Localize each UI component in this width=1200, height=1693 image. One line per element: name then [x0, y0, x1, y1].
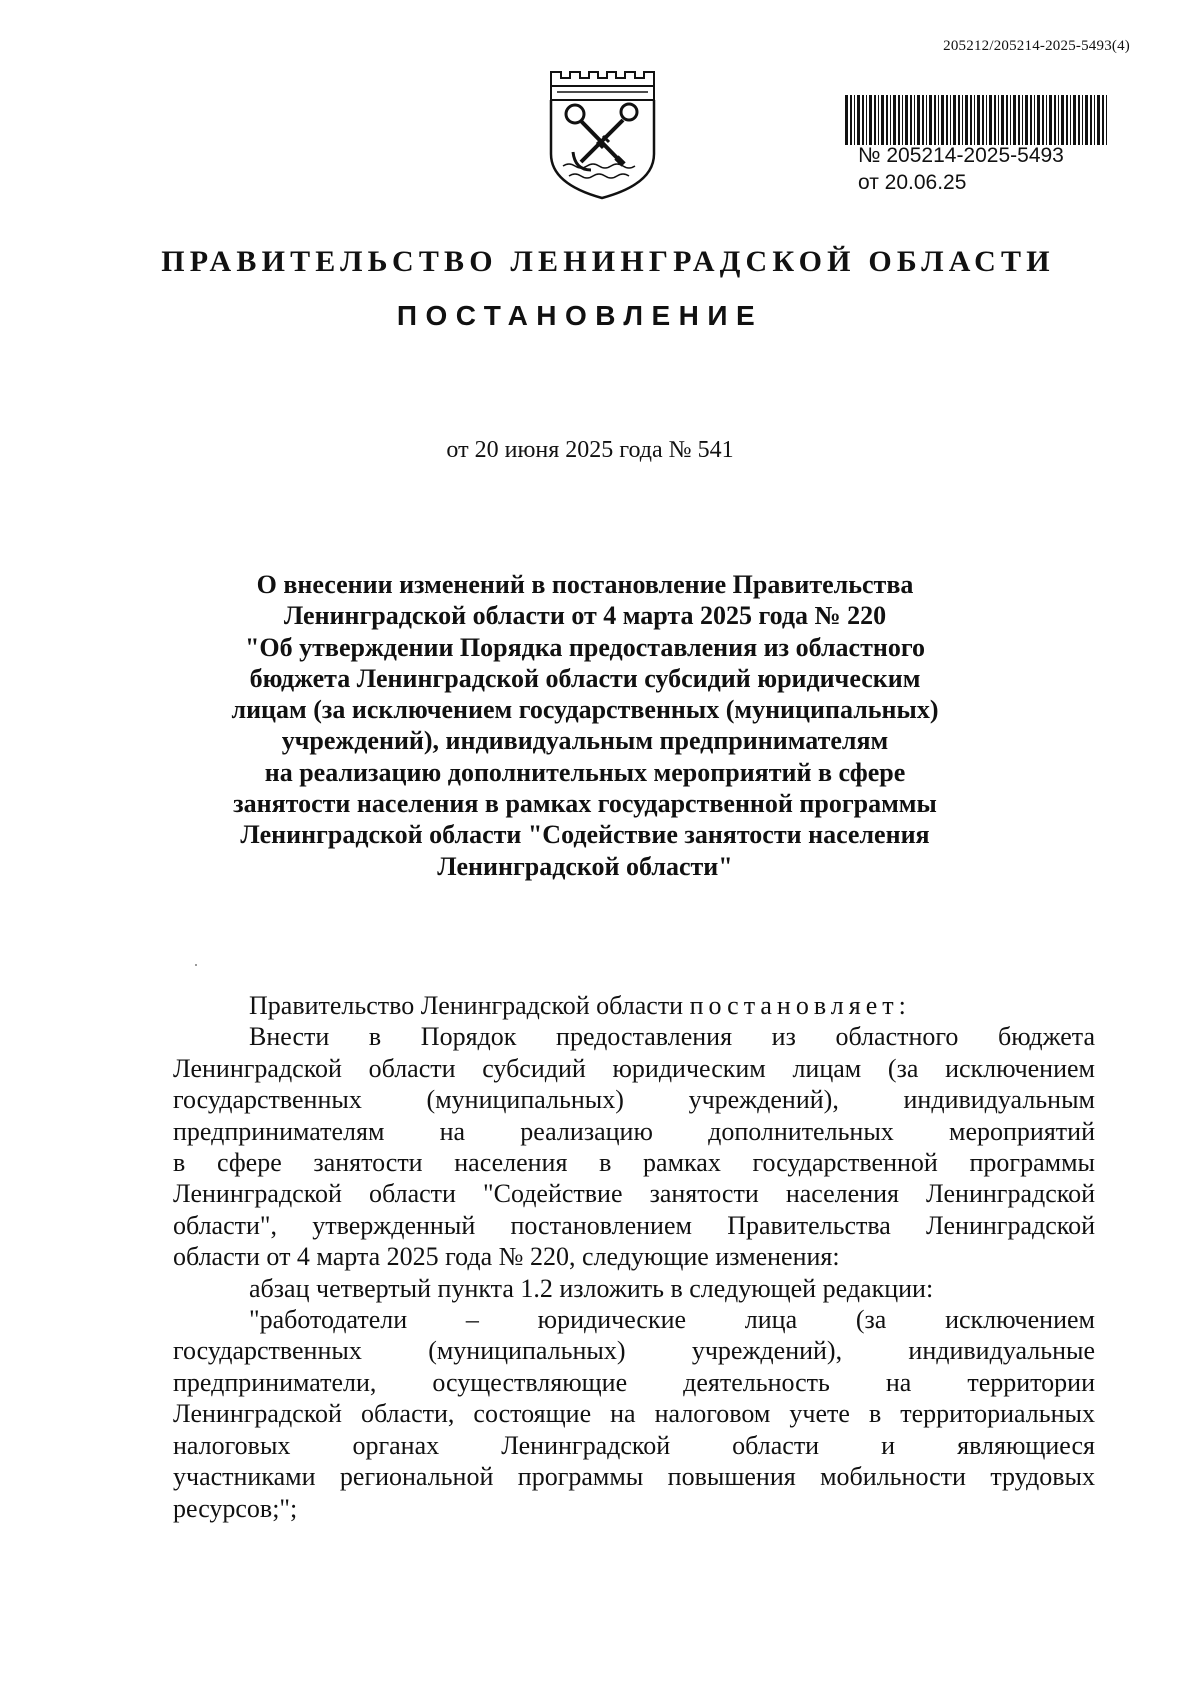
subject-line: лицам (за исключением государственных (муниципальных) — [231, 695, 939, 725]
barcode-bar — [905, 95, 908, 145]
barcode-bar — [977, 95, 980, 145]
subject-line: занятости населения в рамках государственной программы — [233, 789, 937, 819]
barcode-bar — [893, 95, 896, 145]
paragraph-line: налоговых органах Ленинградской области и являющиеся — [173, 1430, 1095, 1460]
paragraph-line: в сфере занятости населения в рамках государственной программы — [173, 1148, 1095, 1178]
barcode-bar — [982, 95, 984, 145]
subject-line: О внесении изменений в постановление Правительства — [256, 570, 914, 599]
barcode-bar — [1066, 95, 1068, 145]
barcode-bar — [898, 95, 900, 145]
paragraph-line: участниками региональной программы повышения мобильности трудовых — [173, 1462, 1095, 1492]
paragraph-line: Ленинградской области "Содействие занятости населения Ленинградской — [173, 1179, 1095, 1209]
barcode-bar — [850, 95, 852, 145]
barcode-bar — [998, 95, 999, 145]
scan-speck — [195, 964, 197, 966]
intro-verb: постановляет: — [689, 991, 911, 1020]
barcode-bar — [1102, 95, 1104, 145]
barcode-bar — [1058, 95, 1059, 145]
barcode-bar — [1013, 95, 1016, 145]
barcode-bar — [1054, 95, 1056, 145]
barcode-bar — [953, 95, 956, 145]
barcode-bar — [1034, 95, 1035, 145]
barcode-bar — [1010, 95, 1011, 145]
barcode-bar — [1037, 95, 1040, 145]
barcode-bar — [1094, 95, 1095, 145]
barcode-bar — [926, 95, 927, 145]
barcode-bar — [1073, 95, 1076, 145]
barcode-bar — [986, 95, 987, 145]
barcode-bar — [1090, 95, 1092, 145]
barcode-bar — [1070, 95, 1071, 145]
subject-line: Ленинградской области "Содействие занятости населения — [240, 820, 930, 850]
barcode-bar — [941, 95, 944, 145]
barcode-bar — [914, 95, 915, 145]
barcode-bar — [902, 95, 903, 145]
paragraph-line: Внести в Порядок предоставления из областного бюджета — [249, 1022, 1095, 1052]
barcode-bar — [1042, 95, 1044, 145]
barcode-bar — [886, 95, 888, 145]
document-date-number: от 20 июня 2025 года № 541 — [446, 437, 734, 463]
subject-line: Ленинградской области от 4 марта 2025 года № 220 — [283, 601, 887, 631]
barcode-bar — [917, 95, 920, 145]
barcode-bar — [857, 95, 860, 145]
leningrad-oblast-coat-of-arms-icon — [545, 66, 660, 204]
barcode-bar — [874, 95, 876, 145]
registration-date: от 20.06.25 — [858, 171, 967, 194]
paragraph-line: области от 4 марта 2025 года № 220, следующие изменения: — [173, 1242, 840, 1272]
paragraph-line: "работодатели – юридические лица (за исключением — [249, 1305, 1095, 1335]
barcode-bar — [866, 95, 867, 145]
barcode-bar — [1018, 95, 1020, 145]
barcode-bar — [938, 95, 939, 145]
barcode-bar — [854, 95, 855, 145]
barcode-bar — [878, 95, 879, 145]
barcode-bar — [946, 95, 948, 145]
paragraph-line: предпринимателям на реализацию дополнительных мероприятий — [173, 1116, 1095, 1146]
barcode-bar — [929, 95, 932, 145]
top-reference-number: 205212/205214-2025-5493(4) — [943, 38, 1130, 54]
barcode-bar — [910, 95, 912, 145]
barcode-bar — [1001, 95, 1004, 145]
barcode-bar — [958, 95, 960, 145]
barcode-bar — [1097, 95, 1100, 145]
barcode-bar — [970, 95, 972, 145]
barcode-bar — [845, 95, 848, 145]
barcode-bar — [1078, 95, 1080, 145]
subject-line: Ленинградской области" — [437, 851, 733, 881]
paragraph-line: ресурсов;"; — [173, 1493, 298, 1523]
paragraph-line: области", утвержденный постановлением Правительства Ленинградской — [173, 1210, 1095, 1240]
paragraph-line: абзац четвертый пункта 1.2 изложить в следующей редакции: — [249, 1273, 934, 1303]
barcode-bar — [934, 95, 936, 145]
government-title: ПРАВИТЕЛЬСТВО ЛЕНИНГРАДСКОЙ ОБЛАСТИ — [161, 245, 1055, 278]
resolution-intro — [173, 990, 1095, 1021]
subject-line: на реализацию дополнительных мероприятий в сфере — [264, 757, 906, 787]
barcode-bar — [1061, 95, 1064, 145]
barcode-bar — [974, 95, 975, 145]
barcode-bar — [1082, 95, 1083, 145]
barcode-bar — [881, 95, 884, 145]
subject-line: учреждений), индивидуальным предпринимателям — [281, 726, 889, 756]
barcode-bar — [994, 95, 996, 145]
barcode-bar — [1006, 95, 1008, 145]
document-body — [173, 990, 1095, 1524]
barcode-bar — [950, 95, 951, 145]
barcode-bar — [1025, 95, 1028, 145]
paragraph-line: государственных (муниципальных) учреждений), индивидуальные — [173, 1336, 1095, 1366]
barcode-bar — [1022, 95, 1023, 145]
barcode-icon — [843, 95, 1111, 145]
barcode-bar — [1085, 95, 1088, 145]
registration-number: № 205214-2025-5493 — [858, 144, 1064, 167]
barcode-bar — [962, 95, 963, 145]
paragraph-line: Ленинградской области, состоящие на налоговом учете в территориальных — [173, 1399, 1095, 1429]
barcode-bar — [989, 95, 992, 145]
intro-text: Правительство Ленинградской области — [249, 991, 684, 1020]
paragraph-line: предприниматели, осуществляющие деятельность на территории — [173, 1367, 1095, 1397]
barcode-bar — [1106, 95, 1107, 145]
barcode-bar — [1046, 95, 1047, 145]
barcode-bar — [922, 95, 924, 145]
document-type: ПОСТАНОВЛЕНИЕ — [396, 300, 764, 331]
barcode-bar — [890, 95, 891, 145]
barcode-bar — [1030, 95, 1032, 145]
barcode-bar — [862, 95, 864, 145]
barcode-bar — [965, 95, 968, 145]
paragraph-line: Ленинградской области субсидий юридическим лицам (за исключением — [173, 1053, 1095, 1083]
barcode-bar — [1049, 95, 1052, 145]
paragraph-line: государственных (муниципальных) учреждений), индивидуальным — [173, 1085, 1095, 1115]
barcode-bar — [869, 95, 872, 145]
subject-line: "Об утверждении Порядка предоставления из областного — [244, 632, 926, 662]
document-subject — [175, 569, 995, 882]
subject-line: бюджета Ленинградской области субсидий юридическим — [249, 663, 921, 693]
